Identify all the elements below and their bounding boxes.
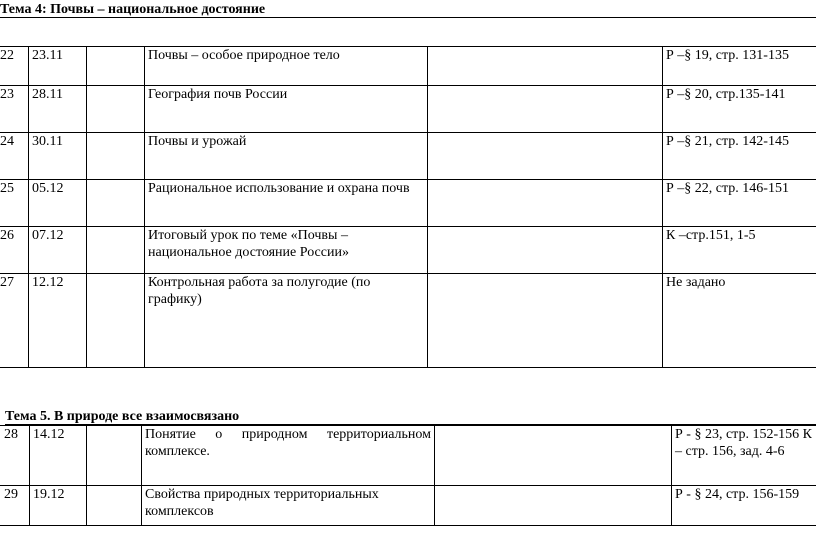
empty-cell xyxy=(435,486,672,526)
empty-cell xyxy=(428,133,663,180)
empty-cell xyxy=(87,486,142,526)
lesson-table xyxy=(0,425,816,526)
lesson-topic: Рациональное использование и охрана почв xyxy=(145,180,428,227)
empty-cell xyxy=(87,274,145,368)
lesson-homework: Р - § 24, стр. 156-159 xyxy=(672,486,816,526)
table-row xyxy=(0,180,816,227)
lesson-date: 30.11 xyxy=(29,133,87,180)
lesson-date: 05.12 xyxy=(29,180,87,227)
section-title: Тема 5. В природе все взаимосвязано xyxy=(5,410,816,425)
lesson-topic: География почв России xyxy=(145,86,428,133)
lesson-topic: Почвы и урожай xyxy=(145,133,428,180)
table-row xyxy=(0,227,816,274)
lesson-topic: Понятие о природном территориальном комплексе. xyxy=(142,426,435,486)
lesson-homework: Р –§ 20, стр.135-141 xyxy=(663,86,816,133)
lesson-homework: Р –§ 22, стр. 146-151 xyxy=(663,180,816,227)
empty-cell xyxy=(87,227,145,274)
lesson-homework: Р –§ 21, стр. 142-145 xyxy=(663,133,816,180)
empty-cell xyxy=(428,180,663,227)
lesson-date: 19.12 xyxy=(30,486,87,526)
lesson-date: 28.11 xyxy=(29,86,87,133)
lesson-number: 22 xyxy=(0,47,29,86)
lesson-number: 23 xyxy=(0,86,29,133)
lesson-date: 12.12 xyxy=(29,274,87,368)
empty-cell xyxy=(87,47,145,86)
section-title: Тема 4: Почвы – национальное достояние xyxy=(0,3,816,18)
lesson-date: 14.12 xyxy=(30,426,87,486)
lesson-number: 25 xyxy=(0,180,29,227)
empty-cell xyxy=(87,426,142,486)
table-row xyxy=(0,486,816,526)
lesson-topic: Контрольная работа за полугодие (по графику) xyxy=(145,274,428,368)
lesson-date: 07.12 xyxy=(29,227,87,274)
table-row xyxy=(0,133,816,180)
lesson-homework: Не задано xyxy=(663,274,816,368)
lesson-table xyxy=(0,46,816,368)
lesson-number: 24 xyxy=(0,133,29,180)
table-row xyxy=(0,86,816,133)
empty-cell xyxy=(87,86,145,133)
empty-cell xyxy=(428,86,663,133)
lesson-date: 23.11 xyxy=(29,47,87,86)
lesson-topic: Почвы – особое природное тело xyxy=(145,47,428,86)
empty-cell xyxy=(87,133,145,180)
empty-cell xyxy=(87,180,145,227)
empty-cell xyxy=(435,426,672,486)
lesson-number: 28 xyxy=(0,426,30,486)
lesson-number: 29 xyxy=(0,486,30,526)
empty-cell xyxy=(428,227,663,274)
empty-cell xyxy=(428,274,663,368)
table-row xyxy=(0,274,816,368)
empty-cell xyxy=(428,47,663,86)
lesson-topic: Итоговый урок по теме «Почвы – национальное достояние России» xyxy=(145,227,428,274)
lesson-topic: Свойства природных территориальных комплексов xyxy=(142,486,435,526)
lesson-homework: К –стр.151, 1-5 xyxy=(663,227,816,274)
lesson-homework: Р –§ 19, стр. 131-135 xyxy=(663,47,816,86)
table-row xyxy=(0,426,816,486)
table-row xyxy=(0,47,816,86)
lesson-number: 26 xyxy=(0,227,29,274)
lesson-number: 27 xyxy=(0,274,29,368)
lesson-homework: Р - § 23, стр. 152-156 К – стр. 156, зад. 4-6 xyxy=(672,426,816,486)
